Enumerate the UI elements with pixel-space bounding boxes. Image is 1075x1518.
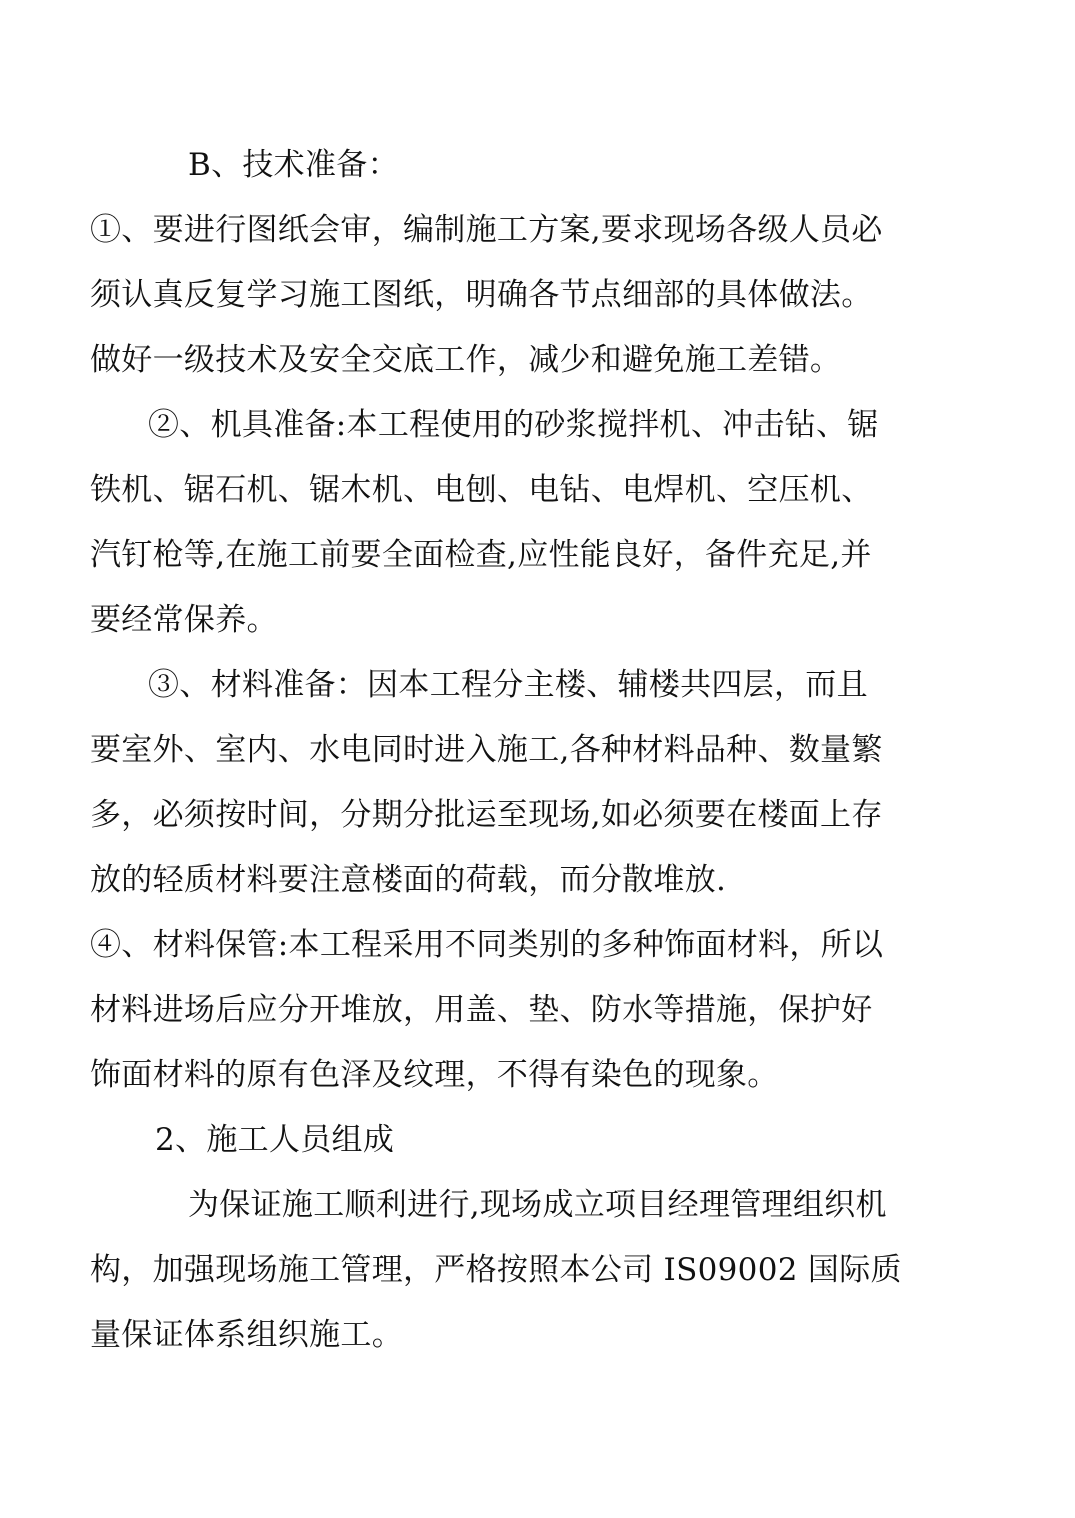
paragraph-line: 量保证体系组织施工。: [90, 1317, 403, 1353]
paragraph-line: 铁机、锯石机、锯木机、电刨、电钻、电焊机、空压机、: [90, 472, 873, 508]
paragraph-line: 多，必须按时间，分期分批运至现场,如必须要在楼面上存: [90, 797, 883, 833]
paragraph-line: ②、机具准备:本工程使用的砂浆搅拌机、冲击钻、锯: [148, 407, 879, 443]
paragraph-line: 构，加强现场施工管理，严格按照本公司 IS09002 国际质: [90, 1252, 902, 1288]
paragraph-line: ④、材料保管:本工程采用不同类别的多种饰面材料，所以: [90, 927, 884, 963]
paragraph-line: 做好一级技术及安全交底工作，减少和避免施工差错。: [90, 342, 842, 378]
paragraph-line: 要室外、室内、水电同时进入施工,各种材料品种、数量繁: [90, 732, 883, 768]
paragraph-line: ③、材料准备：因本工程分主楼、辅楼共四层，而且: [148, 667, 868, 703]
paragraph-line: 材料进场后应分开堆放，用盖、垫、防水等措施，保护好: [90, 992, 873, 1028]
paragraph-line: 为保证施工顺利进行,现场成立项目经理管理组织机: [188, 1187, 887, 1223]
paragraph-line: 饰面材料的原有色泽及纹理，不得有染色的现象。: [90, 1057, 779, 1093]
section-heading-technical-prep: B、技术准备：: [188, 147, 399, 183]
section-heading-staff-composition: 2、施工人员组成: [155, 1122, 395, 1158]
paragraph-line: 须认真反复学习施工图纸，明确各节点细部的具体做法。: [90, 277, 873, 313]
paragraph-line: 要经常保养。: [90, 602, 278, 638]
paragraph-line: 汽钉枪等,在施工前要全面检查,应性能良好，备件充足,并: [90, 537, 872, 573]
paragraph-line: ①、要进行图纸会审，编制施工方案,要求现场各级人员必: [90, 212, 883, 248]
paragraph-line: 放的轻质材料要注意楼面的荷载，而分散堆放.: [90, 862, 727, 898]
